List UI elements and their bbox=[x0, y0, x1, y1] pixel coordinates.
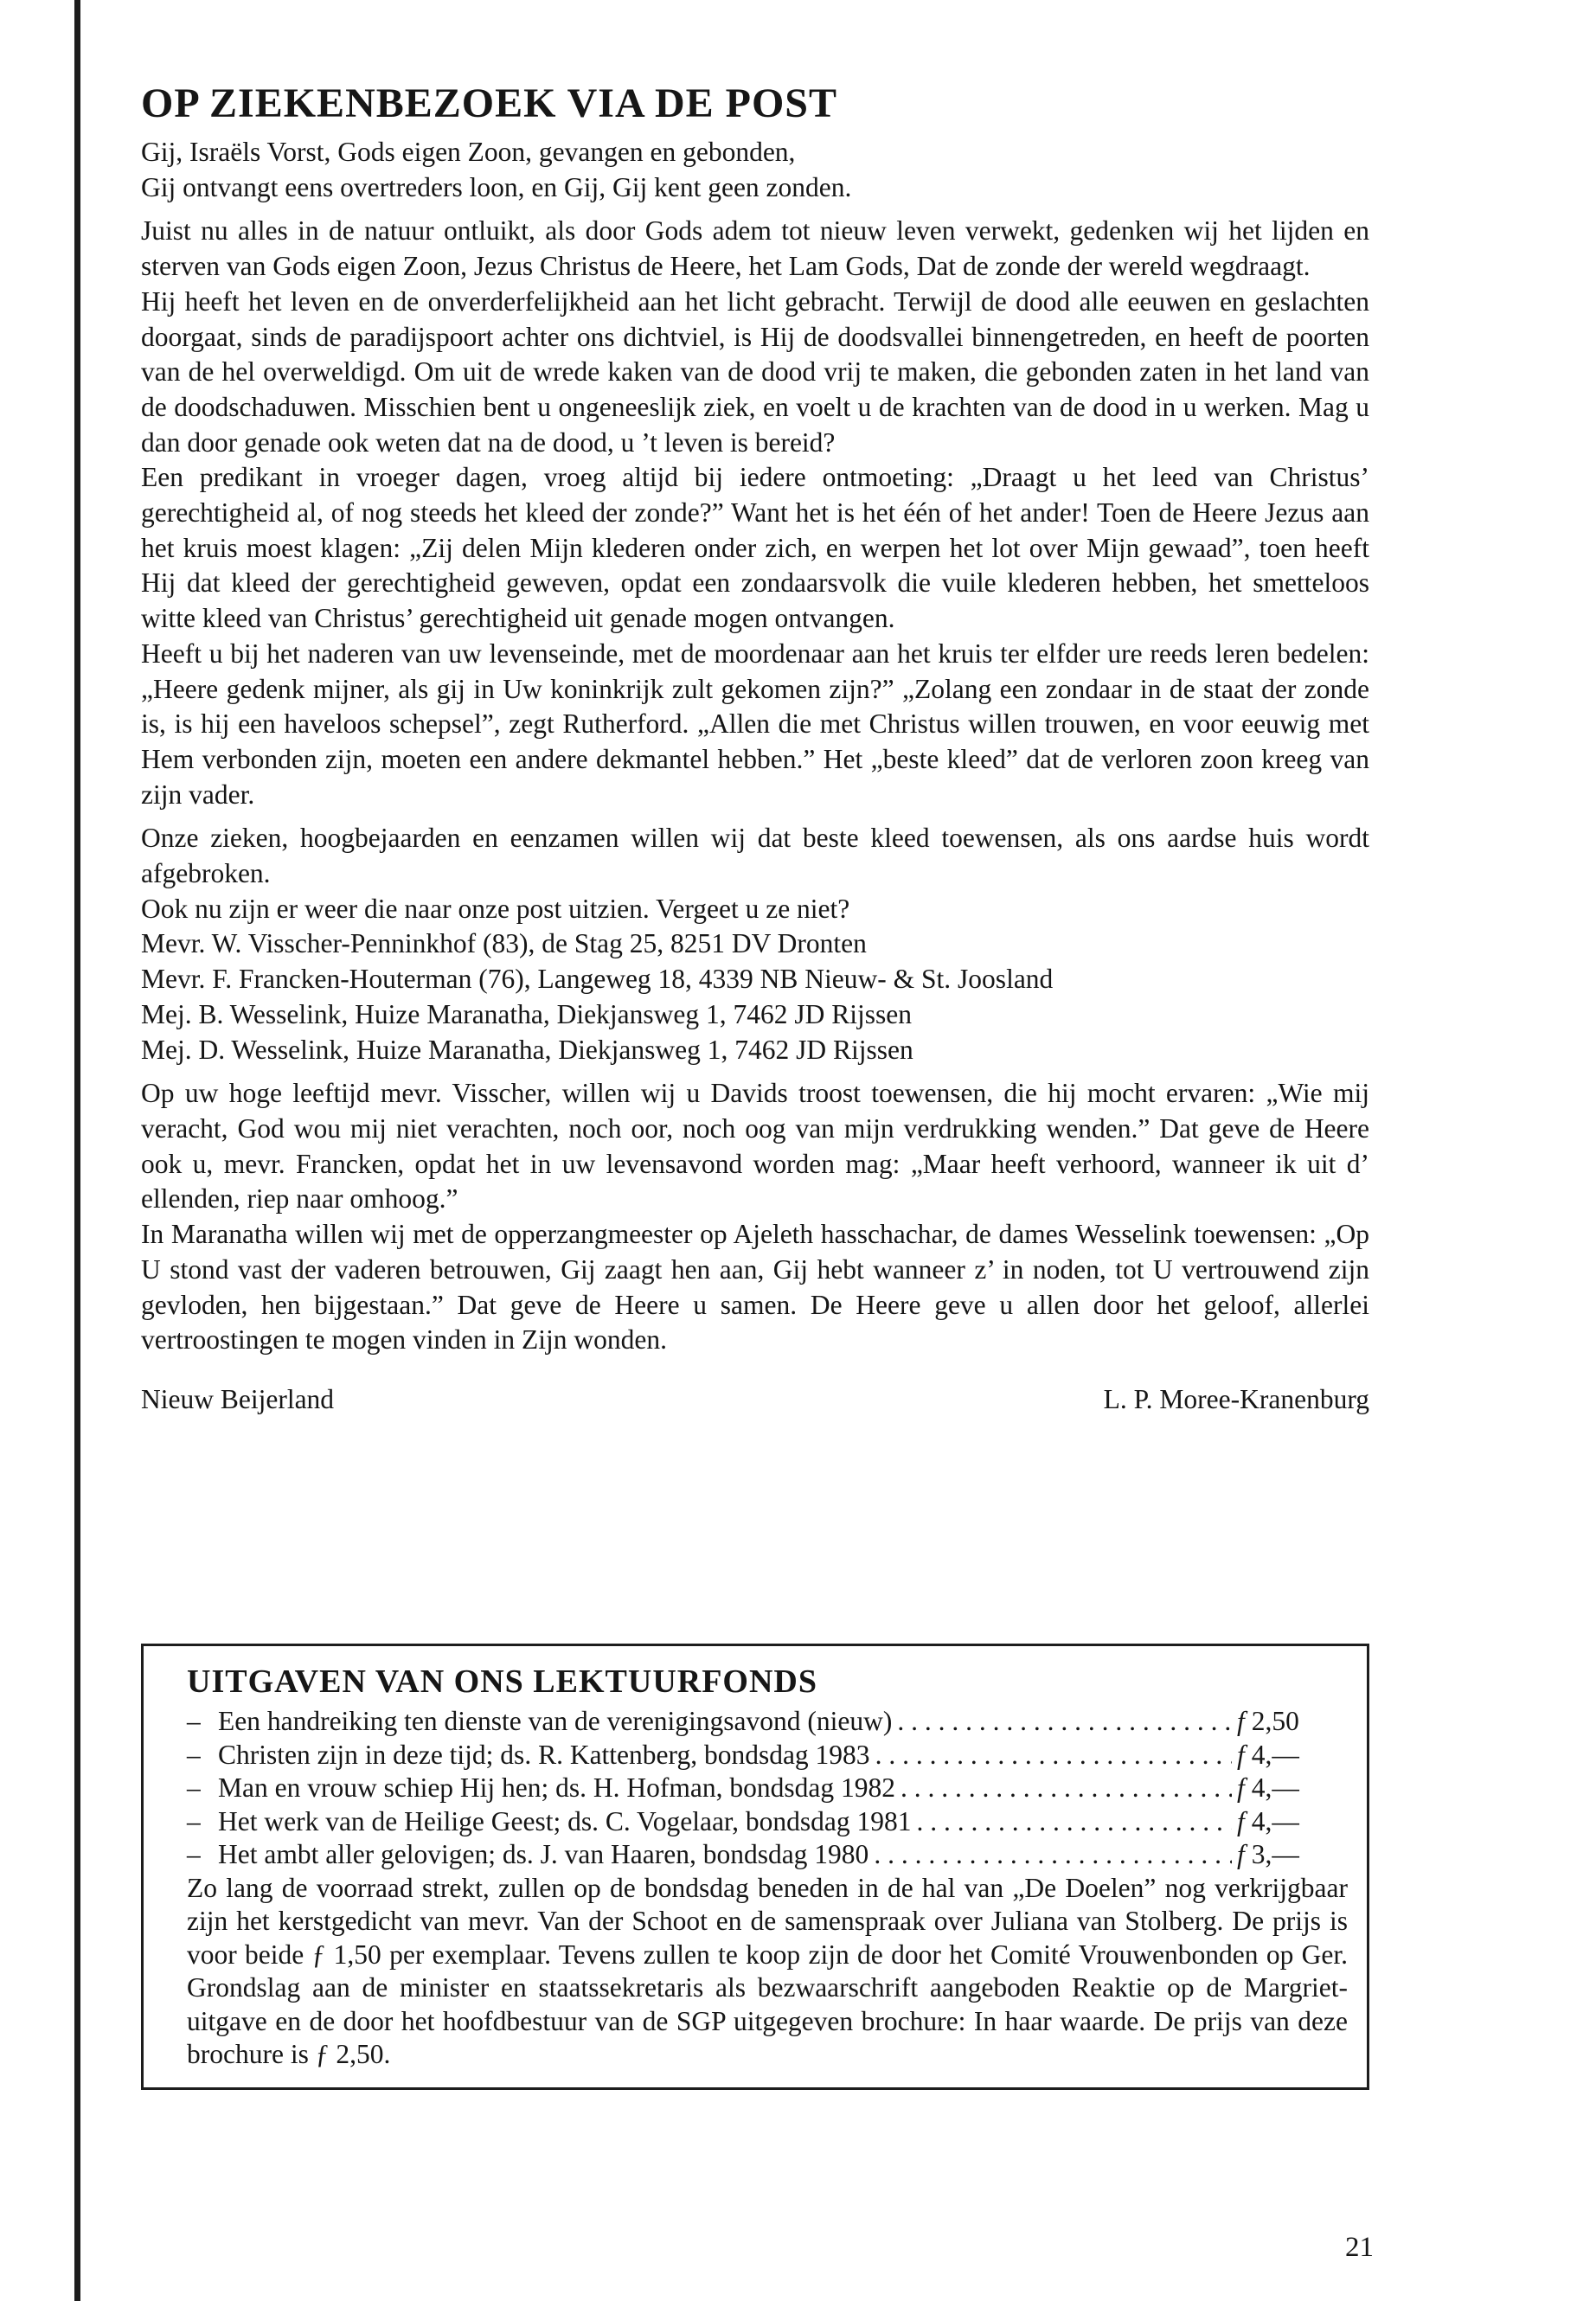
signoff bbox=[141, 1382, 1369, 1418]
publication-price bbox=[1237, 1805, 1348, 1839]
dot-leader bbox=[901, 1772, 1232, 1805]
currency-symbol: f bbox=[1237, 1839, 1245, 1869]
paragraph: Op uw hoge leeftijd mevr. Visscher, willen wij u Davids troost toewensen, die hij mocht ervaren: „Wie mij veracht, God wou mij niet verachten, noch oor, noch oog van mijn verdrukking wenden.” Dat geve de Heere ook u, mevr. Francken, opdat het in uw levensavond worden mag: „Maar heeft verhoord, wanneer ik uit d’ ellenden, riep naar omhoog.” bbox=[141, 1078, 1369, 1215]
price-value: 4,— bbox=[1251, 1772, 1299, 1803]
paragraph: Hij heeft het leven en de onverderfelijkheid aan het licht gebracht. Terwijl de dood alle eeuwen en geslachten doorgaat, sinds de paradijspoort achter ons dichtviel, is Hij de doodsvallei binnengetreden, en heeft de poorten van de hel overweldigd. Om uit de wrede kaken van de dood vrij te maken, die gebonden zaten in het land van de doodschaduwen. Misschien bent u ongeneeslijk ziek, en voelt u de krachten van de dood in u werken. Mag u dan door genade ook weten dat na de dood, u ’t leven is bereid? bbox=[141, 285, 1369, 458]
publication-price bbox=[1237, 1772, 1348, 1805]
publication-price bbox=[1237, 1705, 1348, 1739]
lektuurfonds-box bbox=[141, 1644, 1369, 2090]
address-line: Mevr. W. Visscher-Penninkhof (83), de Stag 25, 8251 DV Dronten bbox=[141, 928, 867, 959]
currency-symbol: f bbox=[1237, 1805, 1245, 1836]
paragraph: Een predikant in vroeger dagen, vroeg altijd bij iedere ontmoeting: „Draagt u het leed van Christus’ gerechtigheid al, of nog steeds het kleed der zonde?” Want het is het één of het ander! Toen de Heere Jezus aan het kruis moest klagen: „Zij delen Mijn klederen onder zich, en werpen het lot over Mijn gewaad”, toen heeft Hij dat kleed der gerechtigheid geweven, opdat een zondaarsvolk die vuile klederen hebben, het smetteloos witte kleed van Christus’ gerechtigheid uit genade mogen ontvangen. bbox=[141, 462, 1369, 634]
article-title: OP ZIEKENBEZOEK VIA DE POST bbox=[141, 80, 838, 126]
paragraph: Onze zieken, hoogbejaarden en eenzamen willen wij dat beste kleed toewensen, als ons aardse huis wordt afgebroken. bbox=[141, 823, 1369, 889]
dot-leader bbox=[917, 1805, 1232, 1839]
list-dash: – bbox=[187, 1772, 201, 1803]
publication-title: Het ambt aller gelovigen; ds. J. van Haaren, bondsdag 1980 bbox=[218, 1839, 869, 1869]
address-list bbox=[141, 926, 1369, 1067]
publication-list bbox=[187, 1705, 1348, 1872]
lektuurfonds-note: Zo lang de voorraad strekt, zullen op de bondsdag beneden in de hal van „De Doelen” nog verkrijgbaar zijn het kerstgedicht van mevr. Van der Schoot en de samenspraak over Juliana van Stolberg. De prijs is voor beide ƒ 1,50 per exemplaar. Tevens zullen te koop zijn de door het Comité Vrouwenbonden op Ger. Grondslag aan de minister en staatssekretaris als bezwaarschrift aangeboden Reaktie op de Margriet-uitgave en de door het hoofdbestuur van de SGP uitgegeven brochure: In haar waarde. De prijs van deze brochure is ƒ 2,50. bbox=[187, 1872, 1348, 2069]
price-value: 4,— bbox=[1251, 1739, 1299, 1770]
list-dash: – bbox=[187, 1739, 201, 1770]
publication-item bbox=[187, 1805, 1348, 1839]
currency-symbol: f bbox=[1237, 1706, 1245, 1736]
paragraph: In Maranatha willen wij met de opperzangmeester op Ajeleth hasschachar, de dames Wesselink toewensen: „Op U stond vast der vaderen betrouwen, Gij zaagt hen aan, Gij hebt wanneer z’ in noden, tot U vertrouwend zijn gevloden, hen bijgestaan.” Dat geve de Heere u samen. De Heere geve u allen door het geloof, allerlei vertroostingen te mogen vinden in Zijn wonden. bbox=[141, 1219, 1369, 1356]
publication-price bbox=[1237, 1739, 1348, 1772]
currency-symbol: f bbox=[1237, 1772, 1245, 1803]
publication-item bbox=[187, 1739, 1348, 1772]
publication-item bbox=[187, 1772, 1348, 1805]
publication-item bbox=[187, 1705, 1348, 1739]
list-dash: – bbox=[187, 1805, 201, 1836]
price-value: 3,— bbox=[1251, 1839, 1299, 1869]
paragraph: Ook nu zijn er weer die naar onze post uitzien. Vergeet u ze niet? bbox=[141, 893, 850, 924]
verse-line: Gij ontvangt eens overtreders loon, en Gij, Gij kent geen zonden. bbox=[141, 171, 852, 202]
publication-title: Man en vrouw schiep Hij hen; ds. H. Hofman, bondsdag 1982 bbox=[218, 1772, 896, 1803]
verse-line: Gij, Israëls Vorst, Gods eigen Zoon, gevangen en gebonden, bbox=[141, 137, 796, 167]
publication-price bbox=[1237, 1838, 1348, 1872]
list-dash: – bbox=[187, 1706, 201, 1736]
currency-symbol: f bbox=[1237, 1739, 1245, 1770]
dot-leader bbox=[897, 1705, 1232, 1739]
price-value: 4,— bbox=[1251, 1805, 1299, 1836]
page-edge-rule bbox=[74, 0, 80, 2301]
article-body bbox=[141, 135, 1369, 1418]
address-line: Mej. B. Wesselink, Huize Maranatha, Diekjansweg 1, 7462 JD Rijssen bbox=[141, 998, 912, 1029]
signoff-place: Nieuw Beijerland bbox=[141, 1383, 335, 1414]
list-dash: – bbox=[187, 1839, 201, 1869]
dot-leader bbox=[875, 1739, 1232, 1772]
paragraph: Juist nu alles in de natuur ontluikt, als door Gods adem tot nieuw leven verwekt, gedenken wij het lijden en sterven van Gods eigen Zoon, Jezus Christus de Heere, het Lam Gods, Dat de zonde der wereld wegdraagt. bbox=[141, 215, 1369, 282]
publication-item bbox=[187, 1838, 1348, 1872]
address-line: Mevr. F. Francken-Houterman (76), Langeweg 18, 4339 NB Nieuw- & St. Joosland bbox=[141, 964, 1054, 995]
publication-title: Christen zijn in deze tijd; ds. R. Kattenberg, bondsdag 1983 bbox=[218, 1739, 870, 1770]
signoff-author: L. P. Moree-Kranenburg bbox=[1103, 1383, 1369, 1414]
article bbox=[141, 80, 1369, 1418]
lektuurfonds-title: UITGAVEN VAN ONS LEKTUURFONDS bbox=[187, 1663, 817, 1700]
dot-leader bbox=[874, 1838, 1232, 1872]
publication-title: Het werk van de Heilige Geest; ds. C. Vogelaar, bondsdag 1981 bbox=[218, 1805, 912, 1836]
paragraph: Heeft u bij het naderen van uw levenseinde, met de moordenaar aan het kruis ter elfder ure reeds leren bedelen: „Heere gedenk mijner, als gij in Uw koninkrijk zult gekomen zijn?” „Zolang een zondaar in de staat der zonde is, is hij een haveloos schepsel”, zegt Rutherford. „Allen die met Christus willen trouwen, en voor eeuwig met Hem verbonden zijn, moeten een andere dekmantel hebben.” Het „beste kleed” dat de verloren zoon kreeg van zijn vader. bbox=[141, 638, 1369, 810]
publication-title: Een handreiking ten dienste van de verenigingsavond (nieuw) bbox=[218, 1706, 893, 1736]
address-line: Mej. D. Wesselink, Huize Maranatha, Diekjansweg 1, 7462 JD Rijssen bbox=[141, 1034, 913, 1065]
page-number: 21 bbox=[1345, 2232, 1374, 2263]
price-value: 2,50 bbox=[1251, 1706, 1299, 1736]
